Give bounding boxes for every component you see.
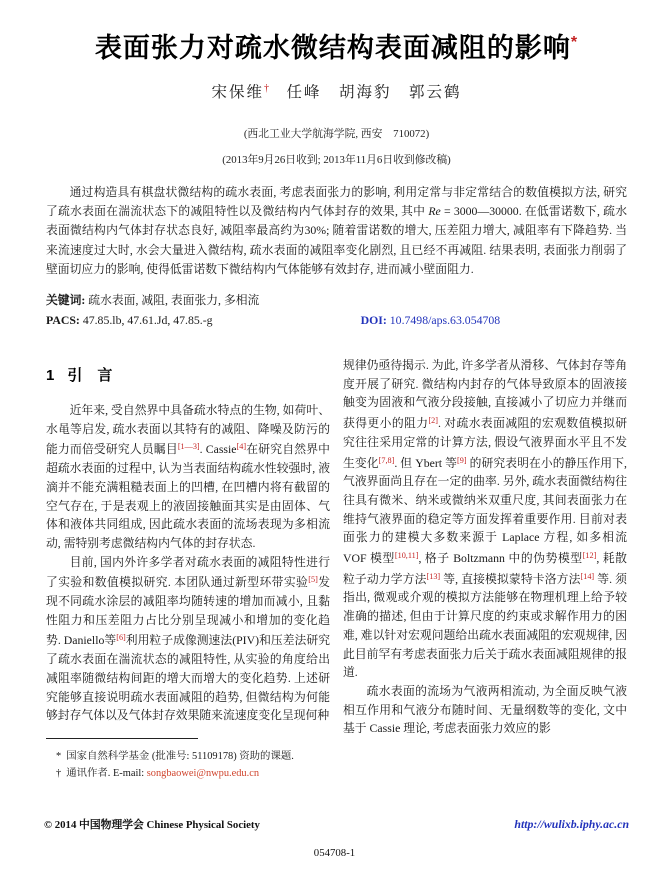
title-text: 表面张力对疏水微结构表面减阻的影响	[94, 33, 571, 63]
section-number: 1	[46, 367, 55, 385]
footnote-contact	[46, 765, 330, 783]
pacs-doi-line	[46, 313, 627, 328]
section-title: 引 言	[67, 367, 113, 385]
footnote-contact-text[interactable]: 通讯作者. E-mail: songbaowei@nwpu.edu.cn	[66, 768, 260, 780]
footnote-divider	[46, 738, 198, 739]
pacs	[46, 313, 213, 328]
body-paragraph: 规律仍亟待揭示. 为此, 许多学者从滑移、气体封存等角度开展了研究. 微结构内封存的气体导致原本的固液接触变为固液和气液分段接触, 直接减小了切应力并继而获得更小的阻力[2]. 对疏水表面减阻的宏观数值模拟研究往往采用定常的计算方法, 假设气液界面水平且不发生变化[7,8]. 但 Ybert 等[9] 的研究表明在小的静压作用下, 气液界面尚且存在一定的曲率. 另外, 疏水表面微结构往往具有微米、纳米或微纳米双重尺度, 其间表面张力在维持气液界面的稳定等方面发挥着重要作用. 目前对表面张力的建模大多数来源于 Laplace 方程, 如多相流 VOF 模型[10,11], 格子 Boltzmann 中的伪势模型[12], 耗散粒子动力学方法[13] 等, 直接模拟蒙特卡洛方法[14] 等. 须指出, 微观或介观的模拟方法能够在物理机理上给予较准确的描述, 但由于计算尺度的约束或求解作用力的困难, 难以针对宏观问题给出疏水表面减阻的宏观规律, 因此目前罕有考虑表面张力后关于疏水表面减阻规律的报道.	[343, 358, 627, 680]
doi	[361, 313, 501, 328]
author-list: 宋保维† 任峰 胡海豹 郭云鹤	[211, 83, 462, 101]
affiliation: (西北工业大学航海学院, 西安 710072)	[243, 128, 430, 140]
page-number: 054708-1	[313, 847, 356, 859]
asterisk-marker: *	[56, 750, 62, 762]
abstract-paragraph: 通过构造具有棋盘状微结构的疏水表面, 考虑表面张力的影响, 利用定常与非定常结合的数值模拟方法, 研究了疏水表面在湍流状态下的减阻特性以及微结构内气体封存的效果, 其中 Re = 3000—30000. 在低雷诺数下, 疏水表面微结构内气体封存状态良好, 减阻率最高约为30%; 随着雷诺数的增大, 压差阻力增大, 减阻率有下降趋势. 当来流速度过大时, 水会大量进入微结构, 疏水表面的减阻率变化剧烈, 且已经不再减阻. 结果表明, 表面张力削弱了壁面切应力的影响, 使得低雷诺数下微结构内气体能够有效封存, 进而减小壁面阻力.	[46, 185, 627, 276]
doi-label: DOI:	[360, 313, 387, 328]
paper-header	[46, 26, 627, 167]
body-paragraph: 目前, 国内外许多学者对疏水表面的减阻特性进行了实验和数值模拟研究. 本团队通过新型环带实验[5]发现不同疏水涂层的减阻率均随转速的增加而减小, 且黏性阻力和压差阻力占比分别呈现减小和增加的变化趋势. Daniello等[6]利用粒子成像测速法(PIV)和压差法研究了疏水表面在湍流状态的减阻特性, 从实验的角度给出减阻率随微结构间距的增大而增大的变化趋势. 上述研究能够直接说明疏水表面减阻的趋势, 但微结构为何能够封存气体以及气体封存效果随来流速度变化呈现何种	[46, 554, 330, 723]
doi-link[interactable]: 10.7498/aps.63.054708	[389, 313, 501, 328]
keywords-text: 疏水表面, 减阻, 表面张力, 多相流	[88, 293, 260, 308]
two-column-body	[46, 356, 627, 783]
page-title	[46, 26, 627, 65]
keywords-line	[46, 291, 627, 308]
page-footer	[44, 817, 629, 832]
body-paragraph: 疏水表面的流场为气液两相流动, 为全面反映气液相互作用和气液分布随时间、无量纲数等的变化, 文中基于 Cassie 理论, 考虑表面张力效应的影	[343, 683, 627, 736]
copyright-notice: © 2014 中国物理学会 Chinese Physical Society	[44, 819, 260, 831]
section-1-heading	[46, 356, 330, 385]
footnote-funding-text: 国家自然科学基金 (批准号: 51109178) 资助的课题.	[66, 750, 294, 762]
keywords-label: 关键词:	[46, 293, 86, 308]
dagger-marker: †	[56, 768, 62, 780]
received-dates: (2013年9月26日收到; 2013年11月6日收到修改稿)	[222, 154, 451, 166]
left-column	[46, 356, 330, 783]
body-paragraph: 近年来, 受自然界中具备疏水特点的生物, 如荷叶、水黾等启发, 疏水表面以其特有的减阻、降噪及防污的能力而倍受研究人员瞩目[1—3]. Cassie[4]在研究自然界中超疏水表面的过程中, 认为当表面结构疏水性较强时, 液滴并不能充满粗糙表面上的凹槽, 在凹槽内将有截留的空气存在, 于是表观上的液固接触面其实是由固体、气体和液体共同组成, 因此疏水表面的流场表现为多相流动, 需特别考虑微结构内气体的封存状态.	[46, 403, 330, 550]
title-footnote-star: *	[570, 34, 579, 51]
right-column	[343, 356, 627, 783]
pacs-label: PACS:	[46, 313, 80, 328]
journal-url-link[interactable]: http://wulixb.iphy.ac.cn	[514, 817, 629, 831]
pacs-codes: 47.85.lb, 47.61.Jd, 47.85.-g	[82, 313, 213, 328]
footnote-funding	[46, 748, 330, 766]
